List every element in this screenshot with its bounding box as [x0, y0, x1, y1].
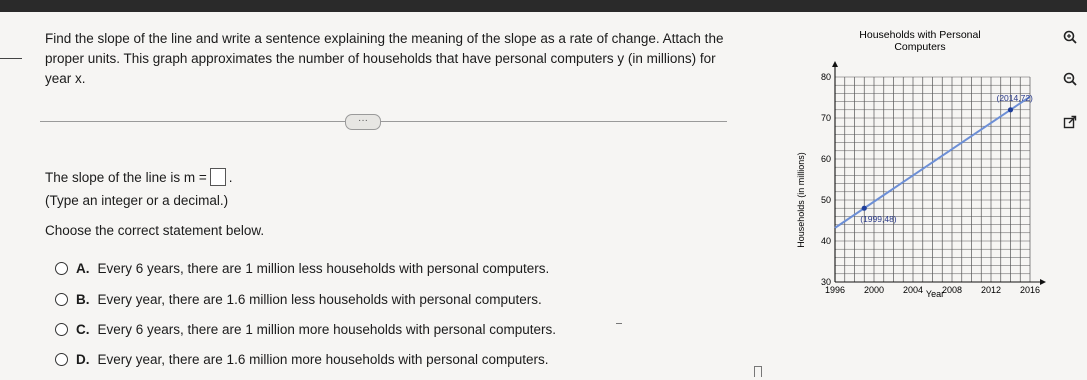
- x-tick-label: 2000: [863, 285, 885, 295]
- y-tick-label: 80: [820, 72, 831, 82]
- option-a-text: Every 6 years, there are 1 million less households with personal computers.: [97, 261, 550, 276]
- section-divider: [40, 121, 727, 122]
- x-axis-arrow: [1040, 279, 1046, 285]
- data-point: [862, 206, 867, 211]
- y-axis-arrow: [832, 61, 838, 67]
- option-a-radio[interactable]: [55, 262, 68, 275]
- option-c-radio[interactable]: [55, 323, 68, 336]
- x-tick-label: 1996: [824, 285, 846, 295]
- left-edge-mark: [0, 58, 22, 59]
- option-d-radio[interactable]: [55, 353, 68, 366]
- option-b-text: Every year, there are 1.6 million less households with personal computers.: [97, 292, 542, 307]
- option-d-text: Every year, there are 1.6 million more households with personal computers.: [97, 352, 549, 367]
- slope-prompt: [45, 168, 232, 186]
- option-b-letter: B.: [76, 292, 90, 307]
- x-tick-label: 2012: [980, 285, 1002, 295]
- zoom-in-icon[interactable]: [1063, 30, 1077, 47]
- choose-instruction: Choose the correct statement below.: [45, 223, 265, 238]
- option-d-letter: D.: [76, 352, 90, 367]
- slope-prompt-suffix: .: [228, 169, 233, 185]
- x-tick-label: 2016: [1019, 285, 1041, 295]
- y-tick-label: 50: [820, 195, 831, 205]
- pop-out-icon[interactable]: [1063, 115, 1077, 132]
- chart-title-line-2: Computers: [894, 41, 946, 53]
- y-tick-label: 40: [820, 236, 831, 246]
- option-b-radio[interactable]: [55, 293, 68, 306]
- households-chart: [790, 22, 1060, 302]
- slope-answer-input[interactable]: [210, 168, 226, 186]
- data-point-label: (1999,48): [860, 214, 897, 225]
- y-axis-label: Households (in millions): [796, 152, 806, 248]
- option-a-letter: A.: [76, 261, 90, 276]
- chart-title-line-1: Households with Personal: [859, 29, 981, 41]
- option-d[interactable]: [55, 352, 548, 367]
- x-axis-label: Year: [925, 289, 945, 299]
- x-tick-label: 2004: [902, 285, 924, 295]
- answer-hint: (Type an integer or a decimal.): [45, 193, 229, 208]
- zoom-out-icon[interactable]: [1063, 72, 1077, 89]
- option-c[interactable]: [55, 322, 556, 337]
- y-tick-label: 70: [820, 113, 831, 123]
- x-tick-label: 2008: [941, 285, 963, 295]
- y-tick-label: 60: [820, 154, 831, 164]
- stray-dash: [616, 323, 622, 324]
- question-text: Find the slope of the line and write a sentence explaining the meaning of the slope as a rate of change. Attach the proper units. This graph approximates the number of households that have personal computers y (in millions) for year x.: [45, 31, 724, 86]
- data-point-label: (2014,72): [996, 92, 1033, 103]
- option-a[interactable]: [55, 261, 549, 276]
- data-point: [1008, 107, 1013, 112]
- expand-more-button[interactable]: ···: [345, 114, 381, 130]
- option-c-text: Every 6 years, there are 1 million more households with personal computers.: [97, 322, 556, 337]
- option-b[interactable]: [55, 292, 542, 307]
- option-c-letter: C.: [76, 322, 90, 337]
- slope-prompt-label: The slope of the line is m =: [45, 169, 207, 185]
- bottom-mark: [754, 366, 762, 377]
- chart-grid: [835, 77, 1030, 282]
- y-tick-label: 30: [820, 277, 831, 287]
- window-top-bar: [0, 0, 1087, 12]
